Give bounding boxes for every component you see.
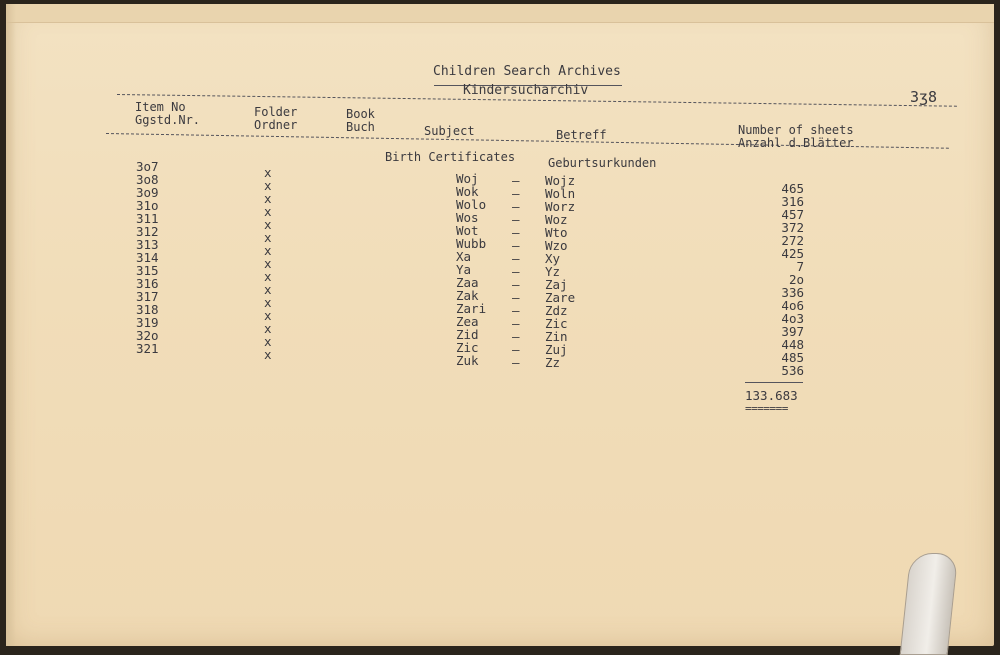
col-subject: Subject bbox=[424, 124, 475, 138]
total-rule bbox=[745, 382, 803, 383]
range-from: Wolo bbox=[456, 197, 487, 212]
range-from-column bbox=[456, 172, 486, 367]
range-from: Zic bbox=[456, 340, 479, 355]
item-number: 3o8 bbox=[136, 172, 159, 187]
range-dash: – bbox=[512, 277, 520, 292]
col-sheets-line2: Anzahl d.Blätter bbox=[738, 136, 854, 150]
range-to: Zic bbox=[545, 316, 568, 331]
sheet-count: 272 bbox=[781, 233, 804, 248]
sheet-count: 4o3 bbox=[781, 311, 804, 326]
total-double-underline: ======= bbox=[745, 402, 788, 415]
sheet-count: 485 bbox=[781, 350, 804, 365]
item-number: 312 bbox=[136, 224, 159, 239]
range-dash: – bbox=[512, 251, 520, 266]
range-from: Ya bbox=[456, 262, 472, 277]
sheet-count-column bbox=[781, 182, 804, 377]
item-number: 3o7 bbox=[136, 159, 159, 174]
folder-mark: x bbox=[264, 282, 272, 297]
range-dash-column bbox=[512, 174, 520, 369]
folder-column bbox=[264, 166, 272, 361]
col-folder-line1: Folder bbox=[254, 105, 298, 119]
item-number: 311 bbox=[136, 211, 159, 226]
item-number: 31o bbox=[136, 198, 159, 213]
item-number: 319 bbox=[136, 315, 159, 330]
col-book-line1: Book bbox=[346, 107, 375, 121]
folder-mark: x bbox=[264, 347, 272, 362]
section-subject: Birth Certificates bbox=[385, 150, 516, 164]
section-betreff: Geburtsurkunden bbox=[548, 156, 657, 170]
range-to: Zz bbox=[545, 355, 561, 370]
folder-mark: x bbox=[264, 256, 272, 271]
col-item-line1: Item No bbox=[135, 100, 186, 114]
title-german: Kindersucharchiv bbox=[463, 83, 589, 98]
sheet-count: 465 bbox=[781, 181, 804, 196]
folder-mark: x bbox=[264, 178, 272, 193]
total-sheets: 133.683 bbox=[745, 388, 798, 403]
col-betreff: Betreff bbox=[556, 128, 607, 142]
page-binding-edge bbox=[6, 4, 16, 646]
sheet-count: 372 bbox=[781, 220, 804, 235]
range-dash: – bbox=[512, 225, 520, 240]
range-dash: – bbox=[512, 186, 520, 201]
item-number: 313 bbox=[136, 237, 159, 252]
col-book-line2: Buch bbox=[346, 120, 375, 134]
folder-mark: x bbox=[264, 269, 272, 284]
sheet-count: 336 bbox=[781, 285, 804, 300]
range-to: Zin bbox=[545, 329, 568, 344]
range-from: Zari bbox=[456, 301, 487, 316]
range-dash: – bbox=[512, 303, 520, 318]
range-to: Zdz bbox=[545, 303, 568, 318]
title-english: Children Search Archives bbox=[433, 64, 621, 79]
range-from: Xa bbox=[456, 249, 472, 264]
range-dash: – bbox=[512, 342, 520, 357]
range-from: Wot bbox=[456, 223, 479, 238]
folder-mark: x bbox=[264, 334, 272, 349]
range-from: Wos bbox=[456, 210, 479, 225]
item-number: 316 bbox=[136, 276, 159, 291]
folder-mark: x bbox=[264, 217, 272, 232]
range-to: Yz bbox=[545, 264, 561, 279]
folder-mark: x bbox=[264, 295, 272, 310]
range-to: Zuj bbox=[545, 342, 568, 357]
range-dash: – bbox=[512, 329, 520, 344]
range-from: Zea bbox=[456, 314, 479, 329]
range-to: Wto bbox=[545, 225, 568, 240]
range-dash: – bbox=[512, 173, 520, 188]
folder-mark: x bbox=[264, 321, 272, 336]
sheet-count: 425 bbox=[781, 246, 804, 261]
sheet-count: 457 bbox=[781, 207, 804, 222]
sheet-count: 397 bbox=[781, 324, 804, 339]
range-to: Wzo bbox=[545, 238, 568, 253]
folder-mark: x bbox=[264, 243, 272, 258]
folder-mark: x bbox=[264, 204, 272, 219]
folder-mark: x bbox=[264, 165, 272, 180]
range-from: Zid bbox=[456, 327, 479, 342]
item-number: 314 bbox=[136, 250, 159, 265]
item-number: 317 bbox=[136, 289, 159, 304]
col-sheets-line1: Number of sheets bbox=[738, 123, 854, 137]
range-to: Zare bbox=[545, 290, 576, 305]
range-to: Woz bbox=[545, 212, 568, 227]
sheet-count: 448 bbox=[781, 337, 804, 352]
range-from: Wubb bbox=[456, 236, 487, 251]
col-item-line2: Ggstd.Nr. bbox=[135, 113, 201, 127]
folder-mark: x bbox=[264, 308, 272, 323]
item-number: 321 bbox=[136, 341, 159, 356]
item-number: 32o bbox=[136, 328, 159, 343]
range-to: Zaj bbox=[545, 277, 568, 292]
range-to: Woln bbox=[545, 186, 576, 201]
sheet-count: 536 bbox=[781, 363, 804, 378]
range-to-column bbox=[545, 174, 575, 369]
item-number: 3o9 bbox=[136, 185, 159, 200]
page-top-band bbox=[6, 4, 994, 23]
page-number: 3ʒ8 bbox=[910, 88, 938, 106]
folder-mark: x bbox=[264, 191, 272, 206]
sheet-count: 316 bbox=[781, 194, 804, 209]
col-folder-line2: Ordner bbox=[254, 118, 298, 132]
sheet-count: 4o6 bbox=[781, 298, 804, 313]
range-to: Worz bbox=[545, 199, 576, 214]
range-dash: – bbox=[512, 355, 520, 370]
range-from: Wok bbox=[456, 184, 479, 199]
sheet-count: 2o bbox=[788, 272, 804, 287]
range-from: Zaa bbox=[456, 275, 479, 290]
item-number: 315 bbox=[136, 263, 159, 278]
item-number: 318 bbox=[136, 302, 159, 317]
range-dash: – bbox=[512, 290, 520, 305]
range-from: Zuk bbox=[456, 353, 479, 368]
range-dash: – bbox=[512, 199, 520, 214]
range-to: Wojz bbox=[545, 173, 576, 188]
range-from: Woj bbox=[456, 171, 479, 186]
folder-mark: x bbox=[264, 230, 272, 245]
range-from: Zak bbox=[456, 288, 479, 303]
sheet-count: 7 bbox=[796, 259, 804, 274]
range-to: Xy bbox=[545, 251, 561, 266]
item-number-column bbox=[136, 160, 159, 355]
range-dash: – bbox=[512, 264, 520, 279]
range-dash: – bbox=[512, 316, 520, 331]
range-dash: – bbox=[512, 238, 520, 253]
range-dash: – bbox=[512, 212, 520, 227]
